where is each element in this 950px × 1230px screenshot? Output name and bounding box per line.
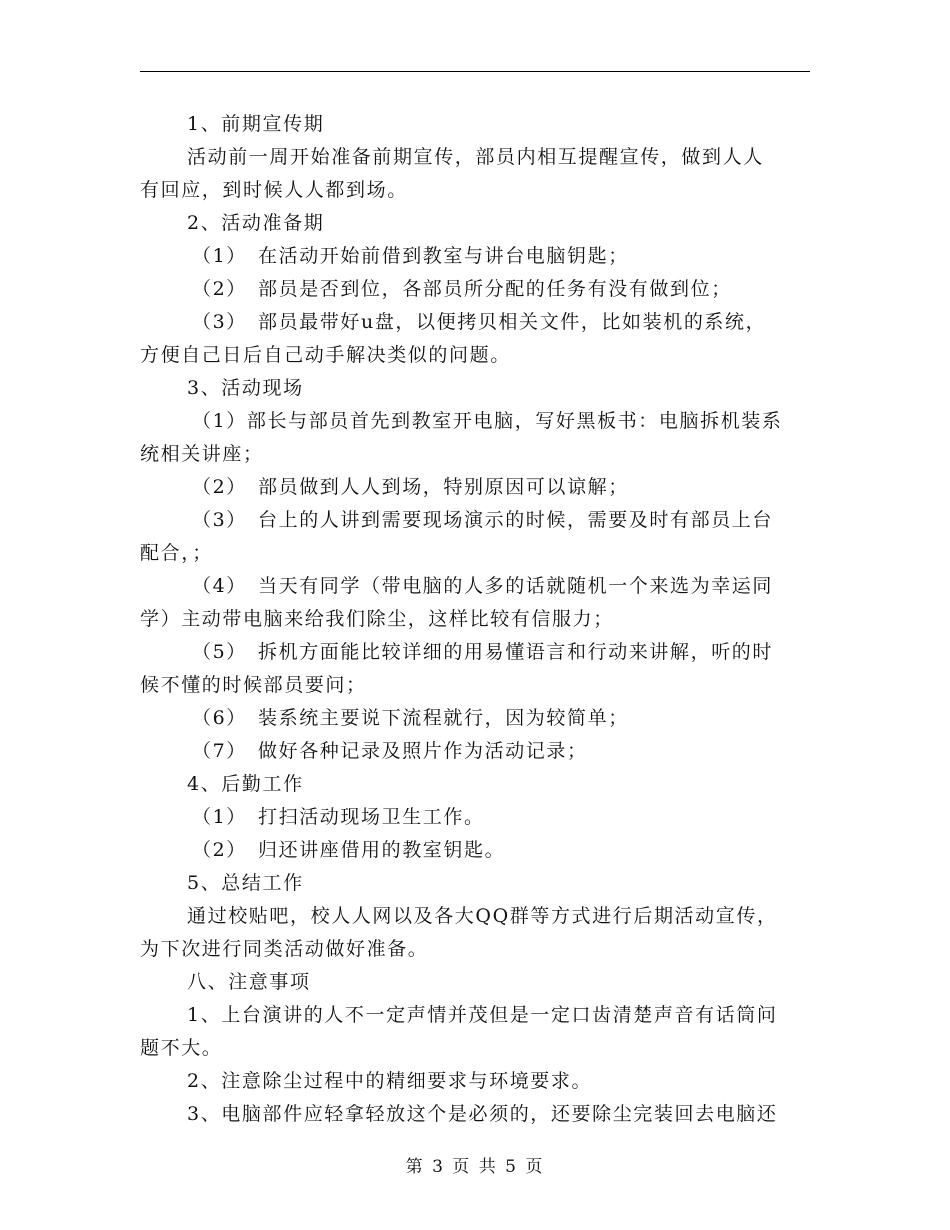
text-line: 通过校贴吧，校人人网以及各大QQ群等方式进行后期活动宣传，: [187, 905, 778, 927]
text-line: （3） 台上的人讲到需要现场演示的时候，需要及时有部员上台: [192, 509, 773, 531]
header-rule: [140, 71, 810, 72]
text-line: 4、后勤工作: [187, 773, 304, 795]
text-line: 方便自己日后自己动手解决类似的问题。: [140, 344, 511, 366]
text-line: 3、活动现场: [187, 377, 304, 399]
text-line: （1）部长与部员首先到教室开电脑，写好黑板书：电脑拆机装系: [192, 410, 783, 432]
text-line: 活动前一周开始准备前期宣传，部员内相互提醒宣传，做到人人: [187, 146, 764, 168]
text-line: （6） 装系统主要说下流程就行，因为较简单；: [192, 707, 629, 729]
text-line: 统相关讲座；: [140, 443, 264, 465]
text-line: （3） 部员最带好u盘，以便拷贝相关文件，比如装机的系统，: [192, 311, 767, 333]
text-line: （2） 归还讲座借用的教室钥匙。: [192, 839, 506, 861]
text-line: （4） 当天有同学（带电脑的人多的话就随机一个来选为幸运同: [192, 575, 773, 597]
text-line: （5） 拆机方面能比较详细的用易懂语言和行动来讲解，听的时: [192, 641, 773, 663]
text-line: 学）主动带电脑来给我们除尘，这样比较有信服力；: [140, 608, 614, 630]
text-line: （1） 打扫活动现场卫生工作。: [192, 806, 485, 828]
text-line: 有回应，到时候人人都到场。: [140, 179, 408, 201]
body-text: [140, 108, 810, 1131]
text-line: 候不懂的时候部员要问；: [140, 674, 367, 696]
text-line: 1、前期宣传期: [187, 113, 325, 135]
text-line: （7） 做好各种记录及照片作为活动记录；: [192, 740, 588, 762]
text-line: （1） 在活动开始前借到教室与讲台电脑钥匙；: [192, 245, 629, 267]
page-footer: 第 3 页 共 5 页: [405, 1157, 545, 1177]
text-line: 5、总结工作: [187, 872, 304, 894]
text-line: 题不大。: [140, 1037, 223, 1059]
text-line: （2） 部员做到人人到场，特别原因可以谅解；: [192, 476, 629, 498]
text-line: 配合，；: [140, 542, 213, 564]
text-line: 2、活动准备期: [187, 212, 325, 234]
text-line: 3、电脑部件应轻拿轻放这个是必须的，还要除尘完装回去电脑还: [187, 1103, 778, 1125]
text-line: 1、上台演讲的人不一定声情并茂但是一定口齿清楚声音有话筒问: [187, 1004, 778, 1026]
text-line: 为下次进行同类活动做好准备。: [140, 938, 429, 960]
text-line: （2） 部员是否到位，各部员所分配的任务有没有做到位；: [192, 278, 732, 300]
text-line: 八、注意事项: [187, 971, 311, 993]
text-line: 2、注意除尘过程中的精细要求与环境要求。: [187, 1070, 593, 1092]
